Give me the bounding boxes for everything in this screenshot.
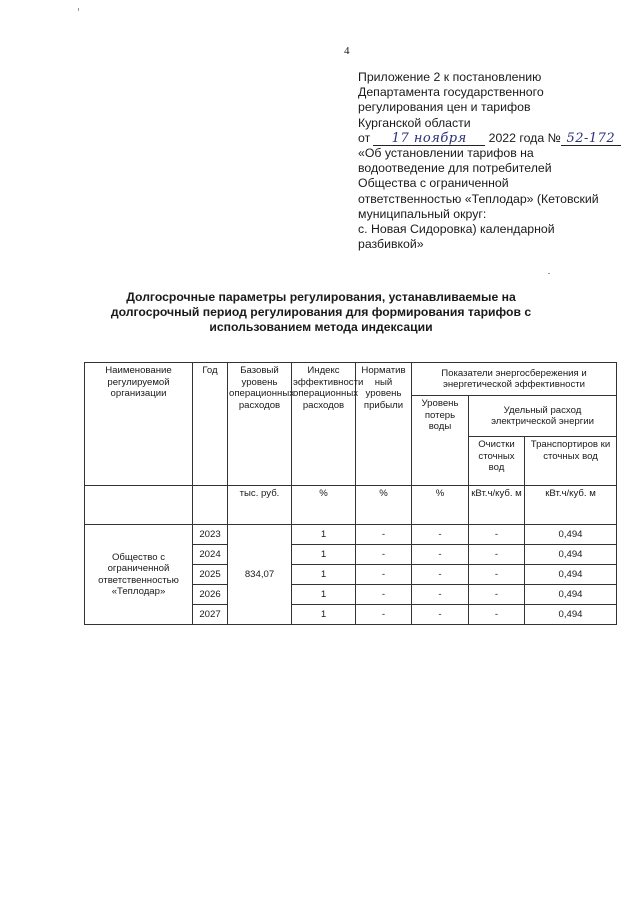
header-line: регулирования цен и тарифов (358, 100, 531, 115)
row-index: 1 (292, 565, 356, 585)
header-water-losses: Уровень потерь воды (412, 396, 469, 486)
row-cleaning: - (469, 545, 525, 565)
subject-line: разбивкой» (358, 237, 424, 252)
row-index: 1 (292, 525, 356, 545)
subject-line: «Об установлении тарифов на (358, 146, 534, 161)
header-line: Курганской области (358, 115, 471, 130)
subject-line: с. Новая Сидоровка) календарной (358, 222, 555, 237)
page-number: 4 (344, 45, 350, 57)
header-transport: Транспортиров ки сточных вод (525, 437, 617, 486)
org-name: Общество с ограниченной ответственностью «Теплодар» (85, 525, 193, 625)
parameters-table (84, 362, 617, 625)
row-transport: 0,494 (525, 545, 617, 565)
date-field (373, 132, 485, 146)
row-year: 2025 (193, 565, 228, 585)
row-losses: - (412, 565, 469, 585)
header-base-opex: Базовый уровень операционных расходов (228, 363, 292, 486)
unit-index: % (292, 486, 356, 525)
unit-transport: кВт.ч/куб. м (525, 486, 617, 525)
unit-cleaning: кВт.ч/куб. м (469, 486, 525, 525)
row-cleaning: - (469, 565, 525, 585)
unit-losses: % (412, 486, 469, 525)
subject-line: ответственностью «Теплодар» (Кетовский (358, 191, 599, 206)
date-line (358, 131, 620, 146)
header-line: Департамента государственного (358, 85, 544, 100)
header-specific-consumption: Удельный расход электрической энергии (469, 396, 617, 437)
units-org (85, 486, 193, 525)
handwritten-date: 17 ноября (391, 130, 467, 146)
row-year: 2024 (193, 545, 228, 565)
row-year: 2026 (193, 585, 228, 605)
row-transport: 0,494 (525, 565, 617, 585)
header-efficiency-index: Индекс эффективности операционных расходов (292, 363, 356, 486)
header-cleaning: Очистки сточных вод (469, 437, 525, 486)
scan-mark (78, 8, 79, 11)
row-profit: - (356, 565, 412, 585)
number-field (561, 132, 621, 146)
units-year (193, 486, 228, 525)
header-profit-norm: Норматив ный уровень прибыли (356, 363, 412, 486)
base-opex-value: 834,07 (228, 525, 292, 625)
handwritten-number: 52-172 (566, 130, 616, 146)
row-year: 2023 (193, 525, 228, 545)
row-cleaning: - (469, 585, 525, 605)
row-losses: - (412, 525, 469, 545)
subject-line: муниципальный округ: (358, 206, 487, 221)
row-cleaning: - (469, 605, 525, 625)
row-losses: - (412, 545, 469, 565)
date-prefix: от (358, 130, 371, 145)
row-index: 1 (292, 585, 356, 605)
header-year: Год (193, 363, 228, 486)
subject-line: Общества с ограниченной (358, 176, 509, 191)
header-org: Наименование регулируемой организации (85, 363, 193, 486)
subject-line: водоотведение для потребителей (358, 161, 552, 176)
row-transport: 0,494 (525, 585, 617, 605)
row-transport: 0,494 (525, 525, 617, 545)
table-row (85, 525, 617, 545)
header-energy-group: Показатели энергосбережения и энергетической эффективности (412, 363, 617, 396)
row-losses: - (412, 585, 469, 605)
row-cleaning: - (469, 525, 525, 545)
row-profit: - (356, 605, 412, 625)
row-profit: - (356, 545, 412, 565)
row-losses: - (412, 605, 469, 625)
row-transport: 0,494 (525, 605, 617, 625)
year-text: 2022 года № (488, 130, 561, 145)
row-year: 2027 (193, 605, 228, 625)
appendix-header (358, 70, 620, 252)
header-line: Приложение 2 к постановлению (358, 70, 542, 84)
document-heading: Долгосрочные параметры регулирования, устанавливаемые на долгосрочный период регулирования для формирования тарифов с использованием метода индексации (110, 290, 532, 334)
unit-base: тыс. руб. (228, 486, 292, 525)
row-profit: - (356, 585, 412, 605)
row-index: 1 (292, 545, 356, 565)
scan-mark (548, 273, 550, 274)
unit-profit: % (356, 486, 412, 525)
row-index: 1 (292, 605, 356, 625)
row-profit: - (356, 525, 412, 545)
